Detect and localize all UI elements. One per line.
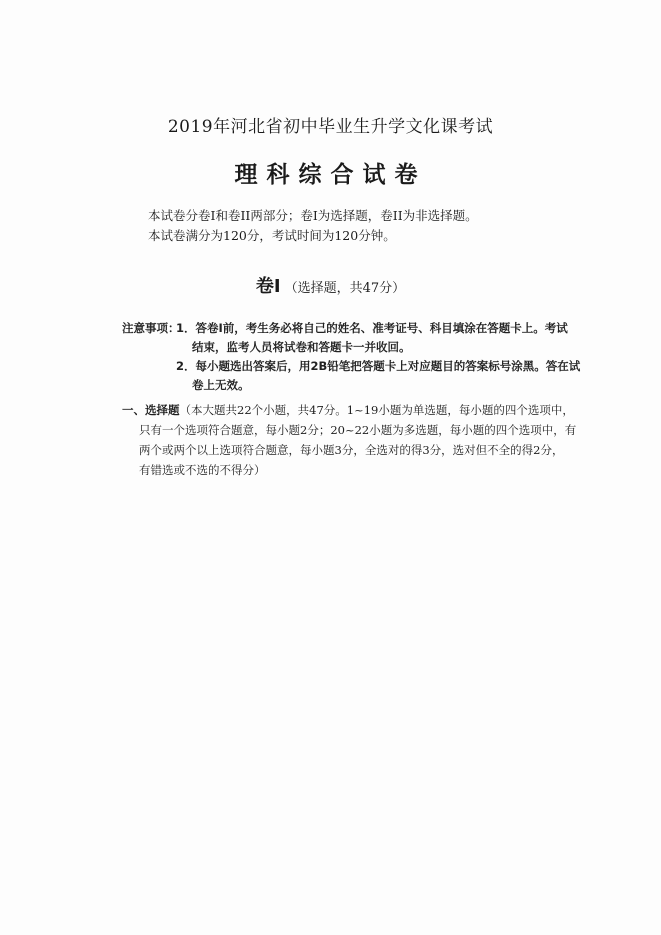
- question-line-2: 只有一个选项符合题意，每小题2分；20~22小题为多选题，每小题的四个选项中，有: [139, 423, 577, 437]
- section-name: 卷I: [255, 276, 281, 297]
- exam-title: 2019年河北省初中毕业生升学文化课考试: [167, 117, 494, 137]
- intro-line-2: 本试卷满分为120分，考试时间为120分钟。: [148, 228, 396, 243]
- notice-item-2-line-2: 卷上无效。: [192, 378, 250, 392]
- exam-subtitle: 理科综合试卷: [234, 162, 427, 188]
- question-line-3: 两个或两个以上选项符合题意，每小题3分，全选对的得3分，选对但不全的得2分，: [139, 443, 564, 457]
- question-number: 一、: [122, 403, 145, 417]
- question-line-4: 有错选或不选的不得分）: [139, 463, 266, 477]
- notice-label: 注意事项：: [122, 321, 180, 335]
- question-section-heading: [122, 400, 574, 420]
- question-line-1: （本大题共22个小题，共47分。1~19小题为单选题，每小题的四个选项中，: [179, 403, 574, 417]
- notice-item-1-line-2: 结束，监考人员将试卷和答题卡一并收回。: [192, 340, 411, 354]
- section-note: （选择题，共47分）: [284, 281, 406, 296]
- intro-line-1: 本试卷分卷I和卷II两部分；卷I为选择题，卷II为非选择题。: [148, 208, 478, 223]
- section-heading: [0, 272, 661, 298]
- notice-item-1-line-1: 1．答卷I前，考生务必将自己的姓名、准考证号、科目填涂在答题卡上。考试: [176, 321, 568, 335]
- question-label: 选择题: [145, 403, 180, 417]
- notice-item-2-line-1: 2．每小题选出答案后，用2B铅笔把答题卡上对应题目的答案标号涂黑。答在试: [176, 359, 581, 373]
